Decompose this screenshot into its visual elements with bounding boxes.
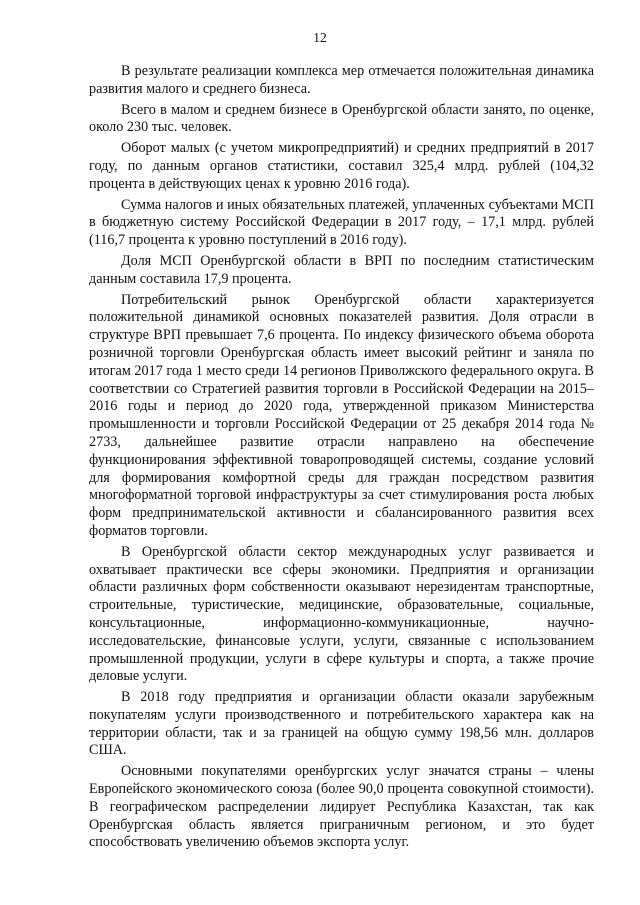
- paragraph-services-2018: В 2018 году предприятия и организации области оказали зарубежным покупателям услуги производственного и потребительского характера как на территории области, так и за границей на общую сумму 198,56 млн. долларов США.: [89, 689, 594, 759]
- paragraph-buyers: Основными покупателями оренбургских услуг значатся страны – члены Европейского экономического союза (более 90,0 процента совокупной стоимости). В географическом распределении лидирует Республика Казахстан, так как Оренбургская область является приграничным регионом, и это будет способствовать увеличению объемов экспорта услуг.: [89, 763, 594, 851]
- paragraph-taxes: Сумма налогов и иных обязательных платежей, уплаченных субъектами МСП в бюджетную систему Российской Федерации в 2017 году, – 17,1 млрд. рублей (116,7 процента к уровню поступлений в 2016 году).: [89, 196, 594, 249]
- paragraph-employment: Всего в малом и среднем бизнесе в Оренбургской области занято, по оценке, около 230 тыс. человек.: [89, 101, 594, 136]
- page-number: 12: [313, 30, 327, 45]
- paragraph-turnover: Оборот малых (с учетом микропредприятий) и средних предприятий в 2017 году, по данным органов статистики, составил 325,4 млрд. рублей (104,32 процента в действующих ценах к уровню 2016 года).: [89, 140, 594, 192]
- document-body: [89, 63, 594, 855]
- paragraph-msp-dynamics: В результате реализации комплекса мер отмечается положительная динамика развития малого и среднего бизнеса.: [89, 63, 594, 97]
- paragraph-consumer-market: Потребительский рынок Оренбургской области характеризуется положительной динамикой основных показателей развития. Доля отрасли в структуре ВРП превышает 7,6 процента. По индексу физического объема оборота розничной торговли Оренбургская область имеет высокий рейтинг и заняла по итогам 2017 года 1 место среди 14 регионов Приволжского федерального округа. В соответствии со Стратегией развития торговли в Российской Федерации на 2015–2016 годы и период до 2020 года, утвержденной приказом Министерства промышленности и торговли Российской Федерации от 25 декабря 2014 года № 2733, дальнейшее развитие отрасли направлено на обеспечение функционирования эффективной товаропроводящей системы, создание условий для формирования комфортной среды для граждан посредством развития многоформатной торговой инфраструктуры за счет стимулирования роста любых форм предпринимательской активности и сбалансированного развития всех форматов торговли.: [89, 291, 594, 539]
- paragraph-international-services: В Оренбургской области сектор международных услуг развивается и охватывает практически все сферы экономики. Предприятия и организации области различных форм собственности оказывают нерезидентам транспортные, строительные, туристические, медицинские, образовательные, социальные, консультационные, информационно-коммуникационные, научно-исследовательские, финансовые услуги, услуги, связанные с использованием промышленной продукции, услуги в сфере культуры и спорта, а также прочие деловые услуги.: [89, 543, 594, 685]
- paragraph-grp-share: Доля МСП Оренбургской области в ВРП по последним статистическим данным составила 17,9 процента.: [89, 252, 594, 287]
